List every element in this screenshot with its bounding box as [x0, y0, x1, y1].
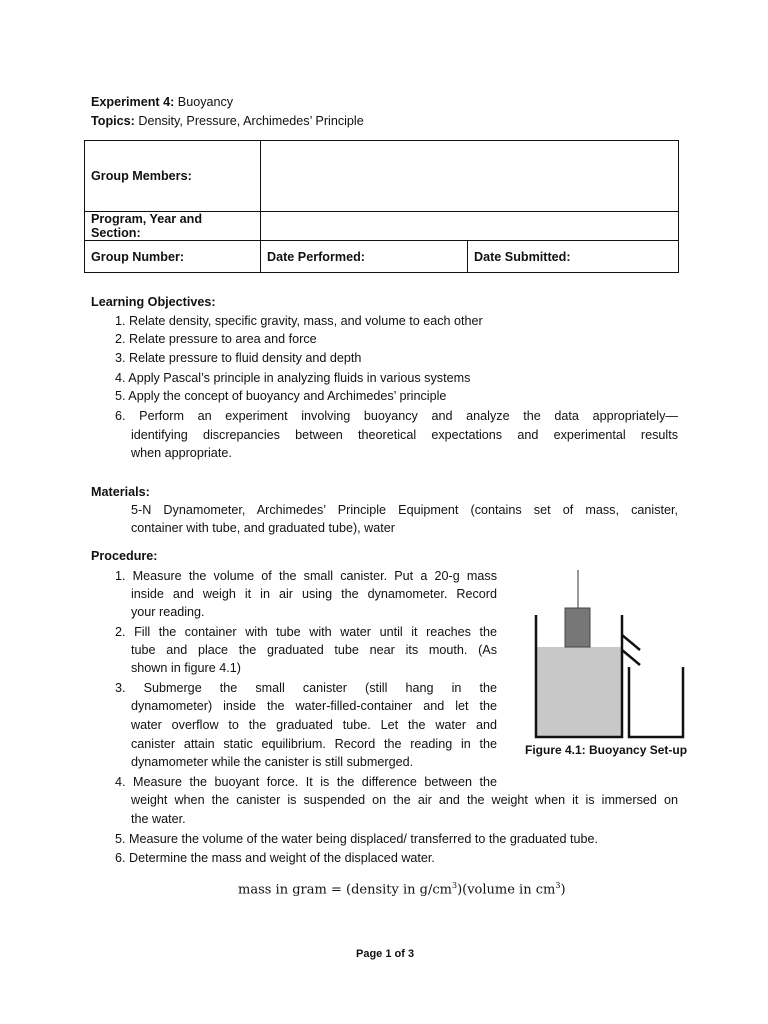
objectives-heading: Learning Objectives:: [91, 295, 216, 309]
procedure-line: 6. Determine the mass and weight of the displaced water.: [115, 851, 435, 865]
objective-line: 1. Relate density, specific gravity, mass, and volume to each other: [115, 314, 483, 328]
objective-line: 6. Perform an experiment involving buoyancy and analyze the data appropriately—: [115, 409, 678, 423]
group-members-field[interactable]: [261, 141, 679, 212]
procedure-line: inside and weigh it in air using the dynamometer. Record: [131, 587, 497, 601]
procedure-line: dynamometer) inside the water-filled-container and let the: [131, 699, 497, 713]
materials-line: 5-N Dynamometer, Archimedes’ Principle Equipment (contains set of mass, canister,: [131, 503, 678, 517]
figure-caption: Figure 4.1: Buoyancy Set-up: [525, 743, 688, 757]
procedure-line: shown in figure 4.1): [131, 661, 241, 675]
group-members-label: Group Members:: [85, 141, 261, 212]
program-label: Program, Year and Section:: [85, 212, 261, 241]
objective-line: when appropriate.: [131, 446, 232, 460]
procedure-line: 4. Measure the buoyant force. It is the difference between the: [115, 775, 497, 789]
procedure-line: 1. Measure the volume of the small canister. Put a 20-g mass: [115, 569, 497, 583]
topics-line: Topics: Density, Pressure, Archimedes’ Principle: [91, 114, 364, 128]
procedure-line: canister attain static equilibrium. Record the reading in the: [131, 737, 497, 751]
objective-line: 5. Apply the concept of buoyancy and Archimedes’ principle: [115, 389, 447, 403]
objective-line: 3. Relate pressure to fluid density and depth: [115, 351, 362, 365]
procedure-line: the water.: [131, 812, 186, 826]
experiment-title: Experiment 4: Buoyancy: [91, 95, 234, 109]
date-submitted-label: Date Submitted:: [468, 241, 679, 273]
procedure-line: weight when the canister is suspended on the air and the weight when it is immersed on: [131, 793, 678, 807]
page-number: Page 1 of 3: [356, 948, 415, 960]
canister: [565, 608, 590, 647]
procedure-line: dynamometer while the canister is still submerged.: [131, 755, 414, 769]
procedure-line: 3. Submerge the small canister (still hang in the: [115, 681, 497, 695]
procedure-line: 5. Measure the volume of the water being displaced/ transferred to the graduated tube.: [115, 832, 599, 846]
procedure-heading: Procedure:: [91, 549, 158, 563]
program-field[interactable]: [261, 212, 679, 241]
procedure-line: tube and place the graduated tube near its mouth. (As: [131, 643, 497, 657]
water-fill: [536, 647, 622, 737]
mass-formula: mass in gram = (density in $g/cm^3)(volume$ in $cm^3$): [238, 881, 566, 898]
graduated-tube: [629, 667, 683, 737]
group-info-table: [84, 140, 679, 273]
materials-line: container with tube, and graduated tube), water: [131, 521, 395, 535]
objective-line: identifying discrepancies between theoretical expectations and experimental results: [131, 428, 678, 442]
buoyancy-setup-figure: [525, 565, 695, 740]
materials-heading: Materials:: [91, 485, 150, 499]
date-performed-label: Date Performed:: [261, 241, 468, 273]
objective-line: 2. Relate pressure to area and force: [115, 332, 317, 346]
procedure-line: your reading.: [131, 605, 205, 619]
objective-line: 4. Apply Pascal’s principle in analyzing fluids in various systems: [115, 371, 471, 385]
group-number-label: Group Number:: [85, 241, 261, 273]
procedure-line: 2. Fill the container with tube with water until it reaches the: [115, 625, 497, 639]
procedure-line: water overflow to the graduated tube. Let the water and: [131, 718, 497, 732]
